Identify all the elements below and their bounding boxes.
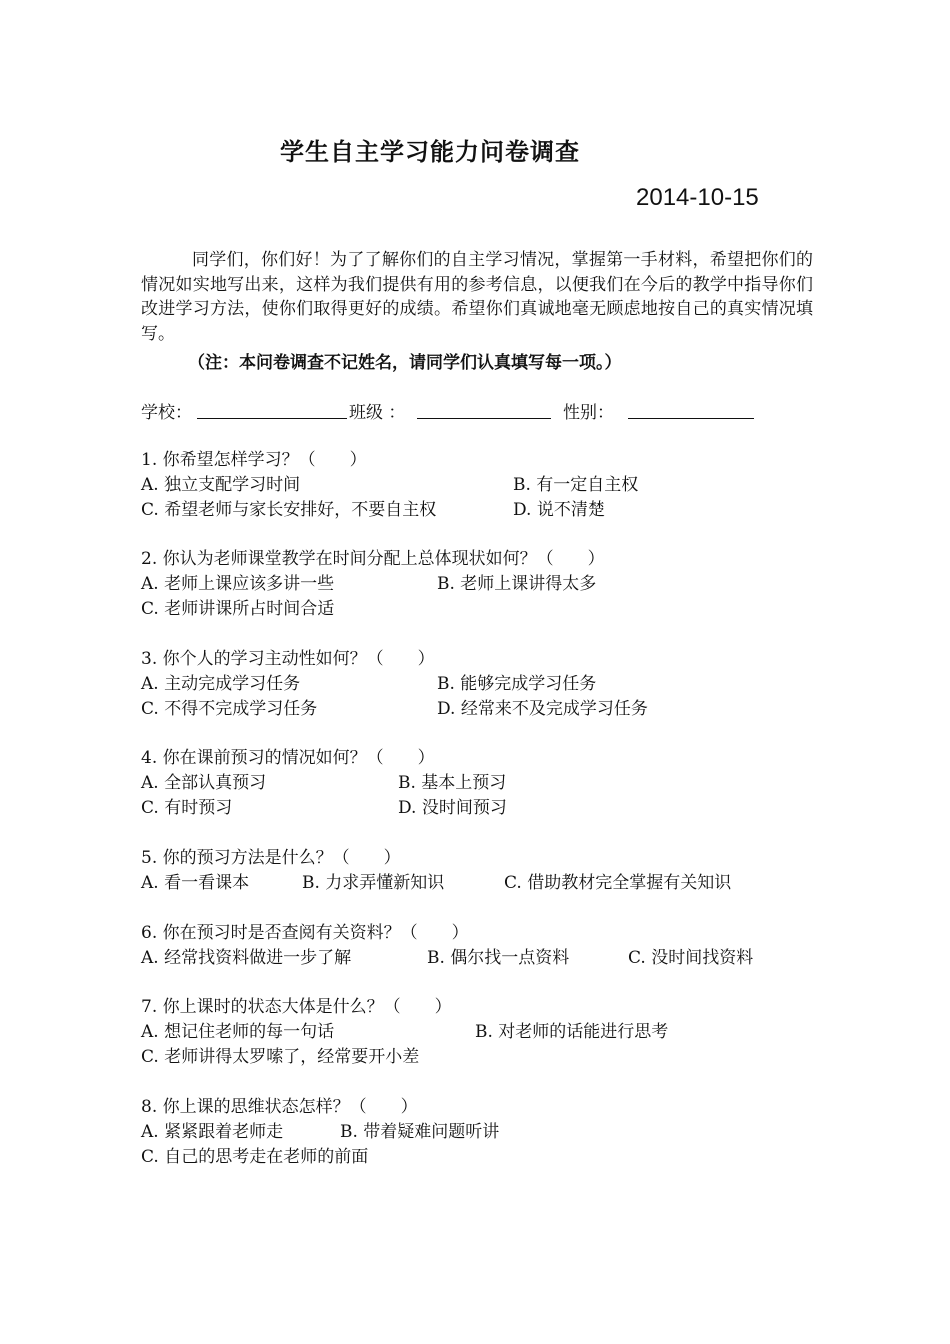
- question-7-option-b[interactable]: B. 对老师的话能进行思考: [475, 1022, 669, 1042]
- question-8-option-b[interactable]: B. 带着疑难问题听讲: [340, 1122, 500, 1142]
- survey-date: 2014-10-15: [636, 184, 759, 211]
- question-5-stem: 5. 你的预习方法是什么？（ ）: [141, 848, 401, 868]
- question-3-option-c[interactable]: C. 不得不完成学习任务: [141, 699, 318, 719]
- question-8-option-a[interactable]: A. 紧紧跟着老师走: [141, 1122, 284, 1142]
- page-title: 学生自主学习能力问卷调查: [280, 137, 580, 166]
- question-4-option-a[interactable]: A. 全部认真预习: [141, 773, 267, 793]
- question-5-option-a[interactable]: A. 看一看课本: [141, 873, 250, 893]
- question-2-option-c[interactable]: C. 老师讲课所占时间合适: [141, 599, 335, 619]
- question-8-option-c[interactable]: C. 自己的思考走在老师的前面: [141, 1147, 369, 1167]
- question-4-stem: 4. 你在课前预习的情况如何？（ ）: [141, 748, 435, 768]
- question-3-stem: 3. 你个人的学习主动性如何？（ ）: [141, 649, 435, 669]
- gender-blank[interactable]: [628, 418, 754, 419]
- question-7-option-a[interactable]: A. 想记住老师的每一句话: [141, 1022, 335, 1042]
- question-4-option-c[interactable]: C. 有时预习: [141, 798, 233, 818]
- question-5-option-c[interactable]: C. 借助教材完全掌握有关知识: [504, 873, 732, 893]
- question-1-option-c[interactable]: C. 希望老师与家长安排好，不要自主权: [141, 500, 437, 520]
- question-2-stem: 2. 你认为老师课堂教学在时间分配上总体现状如何？（ ）: [141, 549, 605, 569]
- question-7-option-c[interactable]: C. 老师讲得太罗嗦了，经常要开小差: [141, 1047, 420, 1067]
- school-blank[interactable]: [197, 418, 347, 419]
- question-1-stem: 1. 你希望怎样学习？（ ）: [141, 450, 367, 470]
- question-2-option-b[interactable]: B. 老师上课讲得太多: [437, 574, 597, 594]
- question-4-option-b[interactable]: B. 基本上预习: [398, 773, 507, 793]
- question-8-stem: 8. 你上课的思维状态怎样？（ ）: [141, 1097, 418, 1117]
- question-4-option-d[interactable]: D. 没时间预习: [398, 798, 507, 818]
- question-6-option-c[interactable]: C. 没时间找资料: [628, 948, 754, 968]
- question-6-stem: 6. 你在预习时是否查阅有关资料？（ ）: [141, 923, 469, 943]
- class-blank[interactable]: [417, 418, 551, 419]
- note-text: （注：本问卷调查不记姓名，请同学们认真填写每一项。）: [188, 353, 622, 373]
- question-1-option-d[interactable]: D. 说不清楚: [513, 500, 605, 520]
- school-label: 学校：: [141, 403, 192, 423]
- question-3-option-d[interactable]: D. 经常来不及完成学习任务: [437, 699, 648, 719]
- question-1-option-a[interactable]: A. 独立支配学习时间: [141, 475, 301, 495]
- class-label: 班级 ：: [349, 403, 406, 423]
- question-5-option-b[interactable]: B. 力求弄懂新知识: [302, 873, 445, 893]
- question-6-option-b[interactable]: B. 偶尔找一点资料: [427, 948, 570, 968]
- gender-label: 性别：: [563, 403, 614, 423]
- question-3-option-a[interactable]: A. 主动完成学习任务: [141, 674, 301, 694]
- intro-paragraph: 同学们，你们好！为了了解你们的自主学习情况，掌握第一手材料，希望把你们的情况如实地写出来，这样为我们提供有用的参考信息，以便我们在今后的教学中指导你们改进学习方法，使你们取得更好的成绩。希望你们真诚地毫无顾虑地按自己的真实情况填写。: [141, 250, 813, 344]
- question-6-option-a[interactable]: A. 经常找资料做进一步了解: [141, 948, 352, 968]
- question-7-stem: 7. 你上课时的状态大体是什么？（ ）: [141, 997, 452, 1017]
- question-1-option-b[interactable]: B. 有一定自主权: [513, 475, 639, 495]
- question-2-option-a[interactable]: A. 老师上课应该多讲一些: [141, 574, 335, 594]
- question-3-option-b[interactable]: B. 能够完成学习任务: [437, 674, 597, 694]
